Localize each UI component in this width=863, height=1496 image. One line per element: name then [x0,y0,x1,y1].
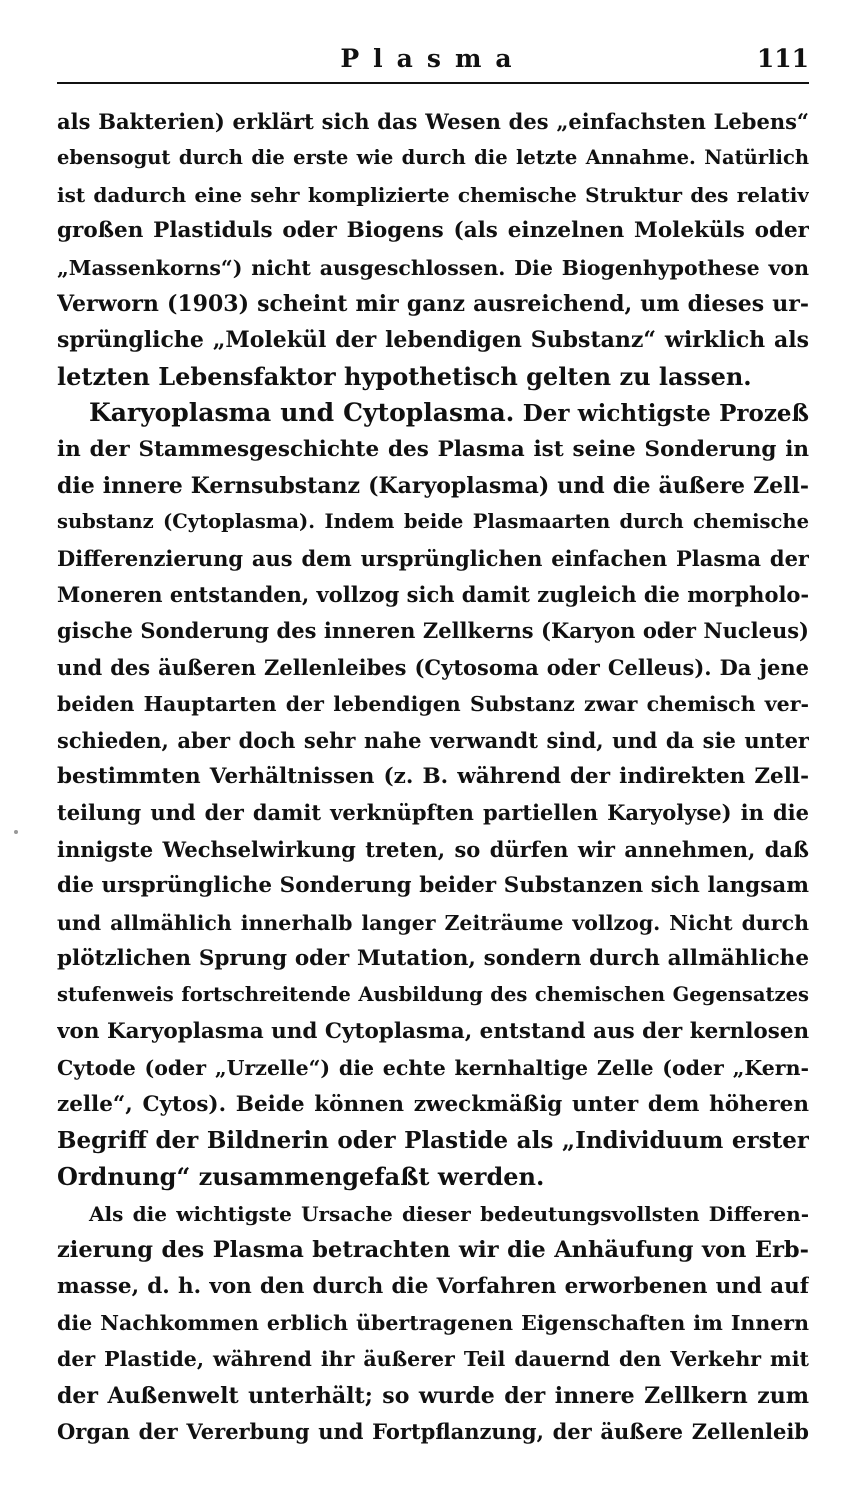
text-line: der Außenwelt unterhält; so wurde der innere Zellkern zum [57,1382,809,1409]
text-line: großen Plastiduls oder Biogens (als einzelnen Moleküls oder [57,218,809,244]
text-line: und allmählich innerhalb langer Zeiträume vollzog. Nicht durch [57,910,809,935]
text-line: bestimmten Verhältnissen (z. B. während der indirekten Zell- [57,764,809,790]
text-line: Organ der Vererbung und Fortpflanzung, der äußere Zellenleib [57,1419,809,1445]
text-line: sprüngliche „Molekül der lebendigen Substanz“ wirklich als [57,327,809,354]
text-line: schieden, aber doch sehr nahe verwandt sind, und da sie unter [57,727,809,753]
body-text [57,104,809,1450]
page-number: 111 [756,44,809,73]
paragraph-heading-line [57,395,809,431]
text-line: die ursprüngliche Sonderung beider Substanzen sich langsam [57,873,809,899]
text-line: ist dadurch eine sehr komplizierte chemische Struktur des relativ [57,182,809,207]
margin-speck [14,830,18,834]
text-line: zelle“, Cytos). Beide können zweckmäßig unter dem höheren [57,1091,809,1117]
text-line: ebensogut durch die erste wie durch die letzte Annahme. Natürlich [57,146,809,170]
text-line: und des äußeren Zellenleibes (Cytosoma oder Celleus). Da jene [57,654,809,680]
text-line: der Plastide, während ihr äußerer Teil dauernd den Verkehr mit [57,1347,809,1372]
page-header [57,38,809,84]
text-line: innigste Wechselwirkung treten, so dürfen wir annehmen, daß [57,836,809,862]
text-line: Cytode (oder „Urzelle“) die echte kernhaltige Zelle (oder „Kern- [57,1056,809,1081]
text-line: von Karyoplasma und Cytoplasma, entstand aus der kernlosen [57,1018,809,1044]
text-line: letzten Lebensfaktor hypothetisch gelten zu lassen. [57,361,752,391]
text-line: Verworn (1903) scheint mir ganz ausreichend, um dieses ur- [57,290,809,317]
text-line: Differenzierung aus dem ursprünglichen einfachen Plasma der [57,545,809,571]
text-line: als Bakterien) erklärt sich das Wesen des „einfachsten Lebens“ [57,109,809,134]
text-line: plötzlichen Sprung oder Mutation, sondern durch allmähliche [57,945,809,971]
text-line: substanz (Cytoplasma). Indem beide Plasmaarten durch chemische [57,510,809,534]
text-line: die innere Kernsubstanz (Karyoplasma) und die äußere Zell- [57,472,809,499]
text-line: Moneren entstanden, vollzog sich damit zugleich die morpholo- [57,582,809,608]
text-line: masse, d. h. von den durch die Vorfahren erworbenen und auf [57,1273,809,1299]
text-line: gische Sonderung des inneren Zellkerns (Karyon oder Nucleus) [57,618,809,644]
text-line: die Nachkommen erblich übertragenen Eigenschaften im Innern [57,1310,809,1335]
text-line: in der Stammesgeschichte des Plasma ist seine Sonderung in [57,436,809,462]
text-line: zierung des Plasma betrachten wir die Anhäufung von Erb- [57,1237,809,1264]
text-line: beiden Hauptarten der lebendigen Substanz zwar chemisch ver- [57,692,809,717]
text-line: teilung und der damit verknüpften partiellen Karyolyse) in die [57,800,809,826]
text-line: Begriff der Bildnerin oder Plastide als „Individuum erster [57,1126,809,1154]
running-title: Plasma [340,44,526,73]
text-line: Ordnung“ zusammengefaßt werden. [57,1162,545,1192]
text-line: Als die wichtigste Ursache dieser bedeutungsvollsten Differen- [89,1201,809,1226]
text-line: stufenweis fortschreitende Ausbildung des chemischen Gegensatzes [57,983,809,1007]
section-heading: Karyoplasma und Cytoplasma. [89,398,515,428]
text-line: „Massenkorns“) nicht ausgeschlossen. Die Biogenhypothese von [57,255,809,280]
text-fragment: Der wichtigste Prozeß [522,400,809,428]
